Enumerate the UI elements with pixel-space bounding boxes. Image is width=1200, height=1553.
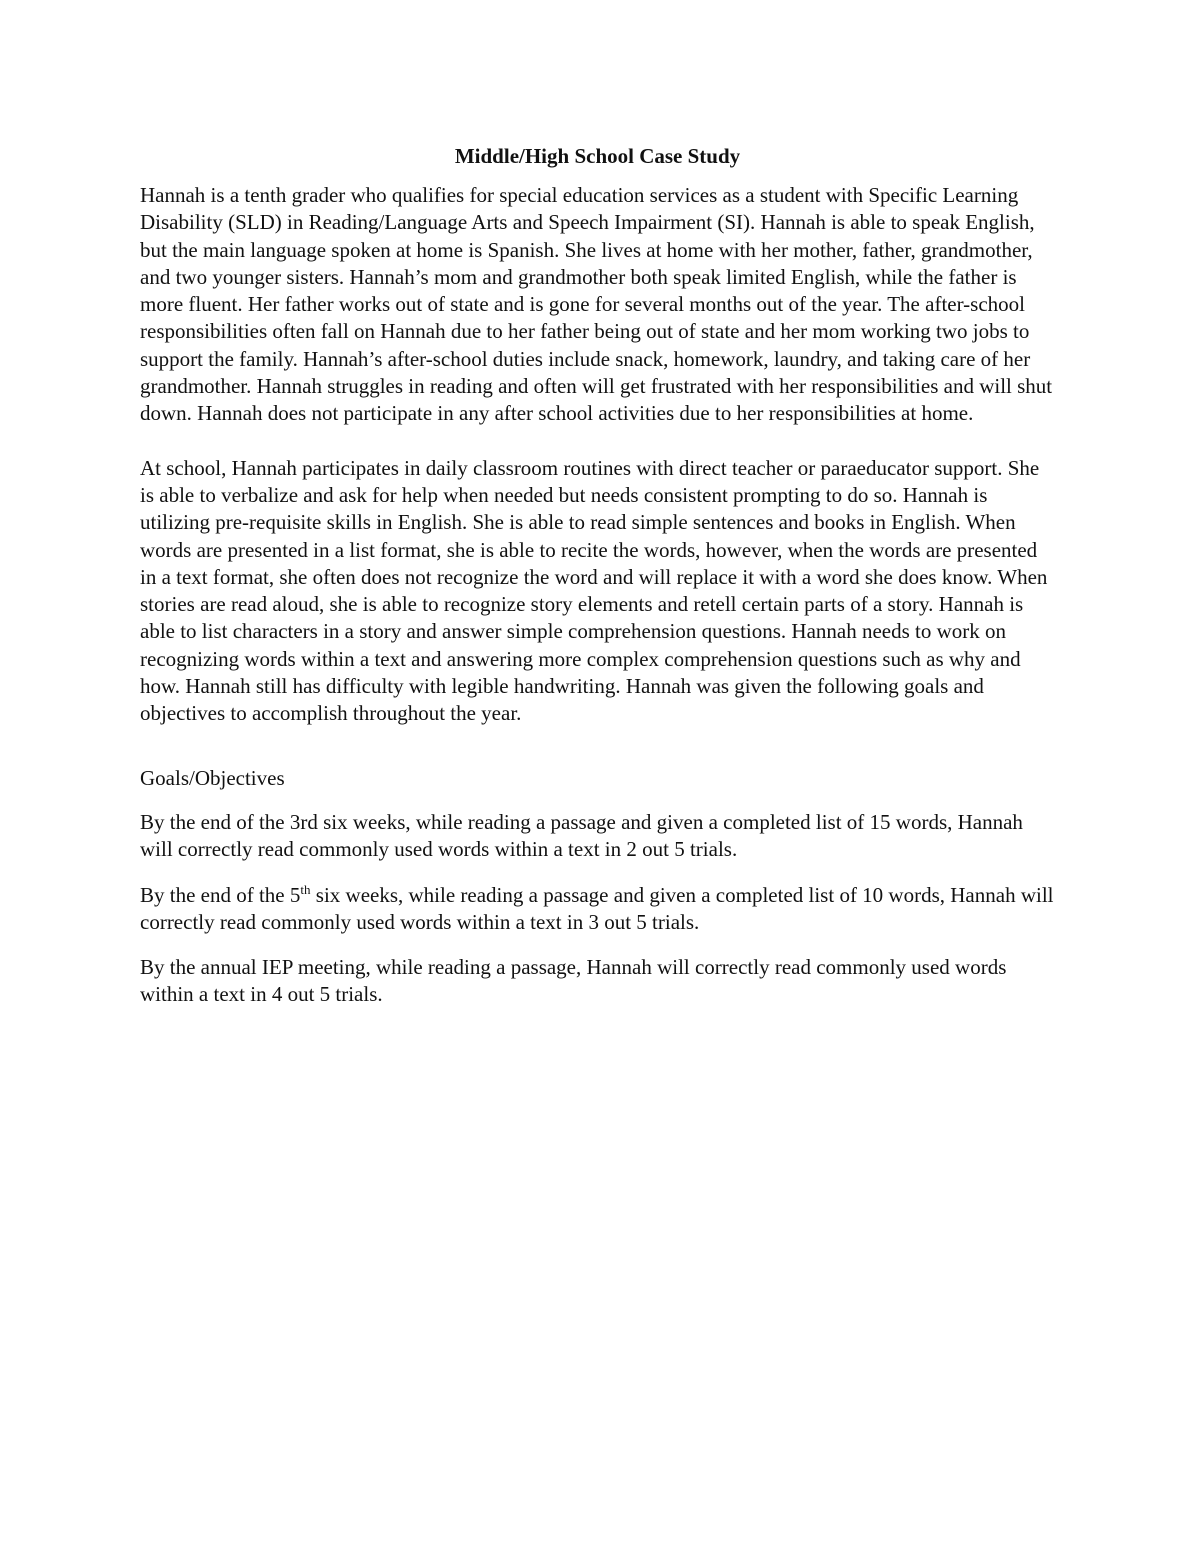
- section-spacer: [140, 728, 1055, 765]
- goal-2-text-after: six weeks, while reading a passage and given a completed list of 10 words, Hannah will correctly read commonly used words within a text in 3 out 5 trials.: [140, 882, 1054, 934]
- goal-2-text-before: By the end of the 5: [140, 882, 301, 907]
- goal-3: By the annual IEP meeting, while reading a passage, Hannah will correctly read commonly used words within a text in 4 out 5 trials.: [140, 955, 1007, 1007]
- document-title: Middle/High School Case Study: [454, 144, 741, 168]
- goal-2-superscript: th: [300, 881, 311, 897]
- paragraph-spacer: [140, 428, 1055, 455]
- school-performance-paragraph: At school, Hannah participates in daily classroom routines with direct teacher or paraeducator support. She is able to verbalize and ask for help when needed but needs consistent prompting to do so. Hannah is utilizing pre-requisite skills in English. She is able to read simple sentences and books in English. When words are presented in a list format, she is able to recite the words, however, when the words are presented in a text format, she often does not recognize the word and will replace it with a word she does know. When stories are read aloud, she is able to recognize story elements and retell certain parts of a story. Hannah is able to list characters in a story and answer simple comprehension questions. Hannah needs to work on recognizing words within a text and answering more complex comprehension questions such as why and how. Hannah still has difficulty with legible handwriting. Hannah was given the following goals and objectives to accomplish throughout the year.: [140, 455, 1048, 726]
- document-body: [140, 140, 1055, 1027]
- background-paragraph: Hannah is a tenth grader who qualifies for special education services as a student with Specific Learning Disability (SLD) in Reading/Language Arts and Speech Impairment (SI). Hannah is able to speak English, but the main language spoken at home is Spanish. She lives at home with her mother, father, grandmother, and two younger sisters. Hannah’s mom and grandmother both speak limited English, while the father is more fluent. Her father works out of state and is gone for several months out of the year. The after-school responsibilities often fall on Hannah due to her father being out of state and her mom working two jobs to support the family. Hannah’s after-school duties include snack, homework, laundry, and taking care of her grandmother. Hannah struggles in reading and often will get frustrated with her responsibilities and will shut down. Hannah does not participate in any after school activities due to her responsibilities at home.: [140, 183, 1053, 426]
- goals-heading: Goals/Objectives: [140, 765, 285, 790]
- goal-1: By the end of the 3rd six weeks, while reading a passage and given a completed list of 15 words, Hannah will correctly read commonly used words within a text in 2 out 5 trials.: [140, 809, 1023, 862]
- goal-2: [140, 882, 1055, 937]
